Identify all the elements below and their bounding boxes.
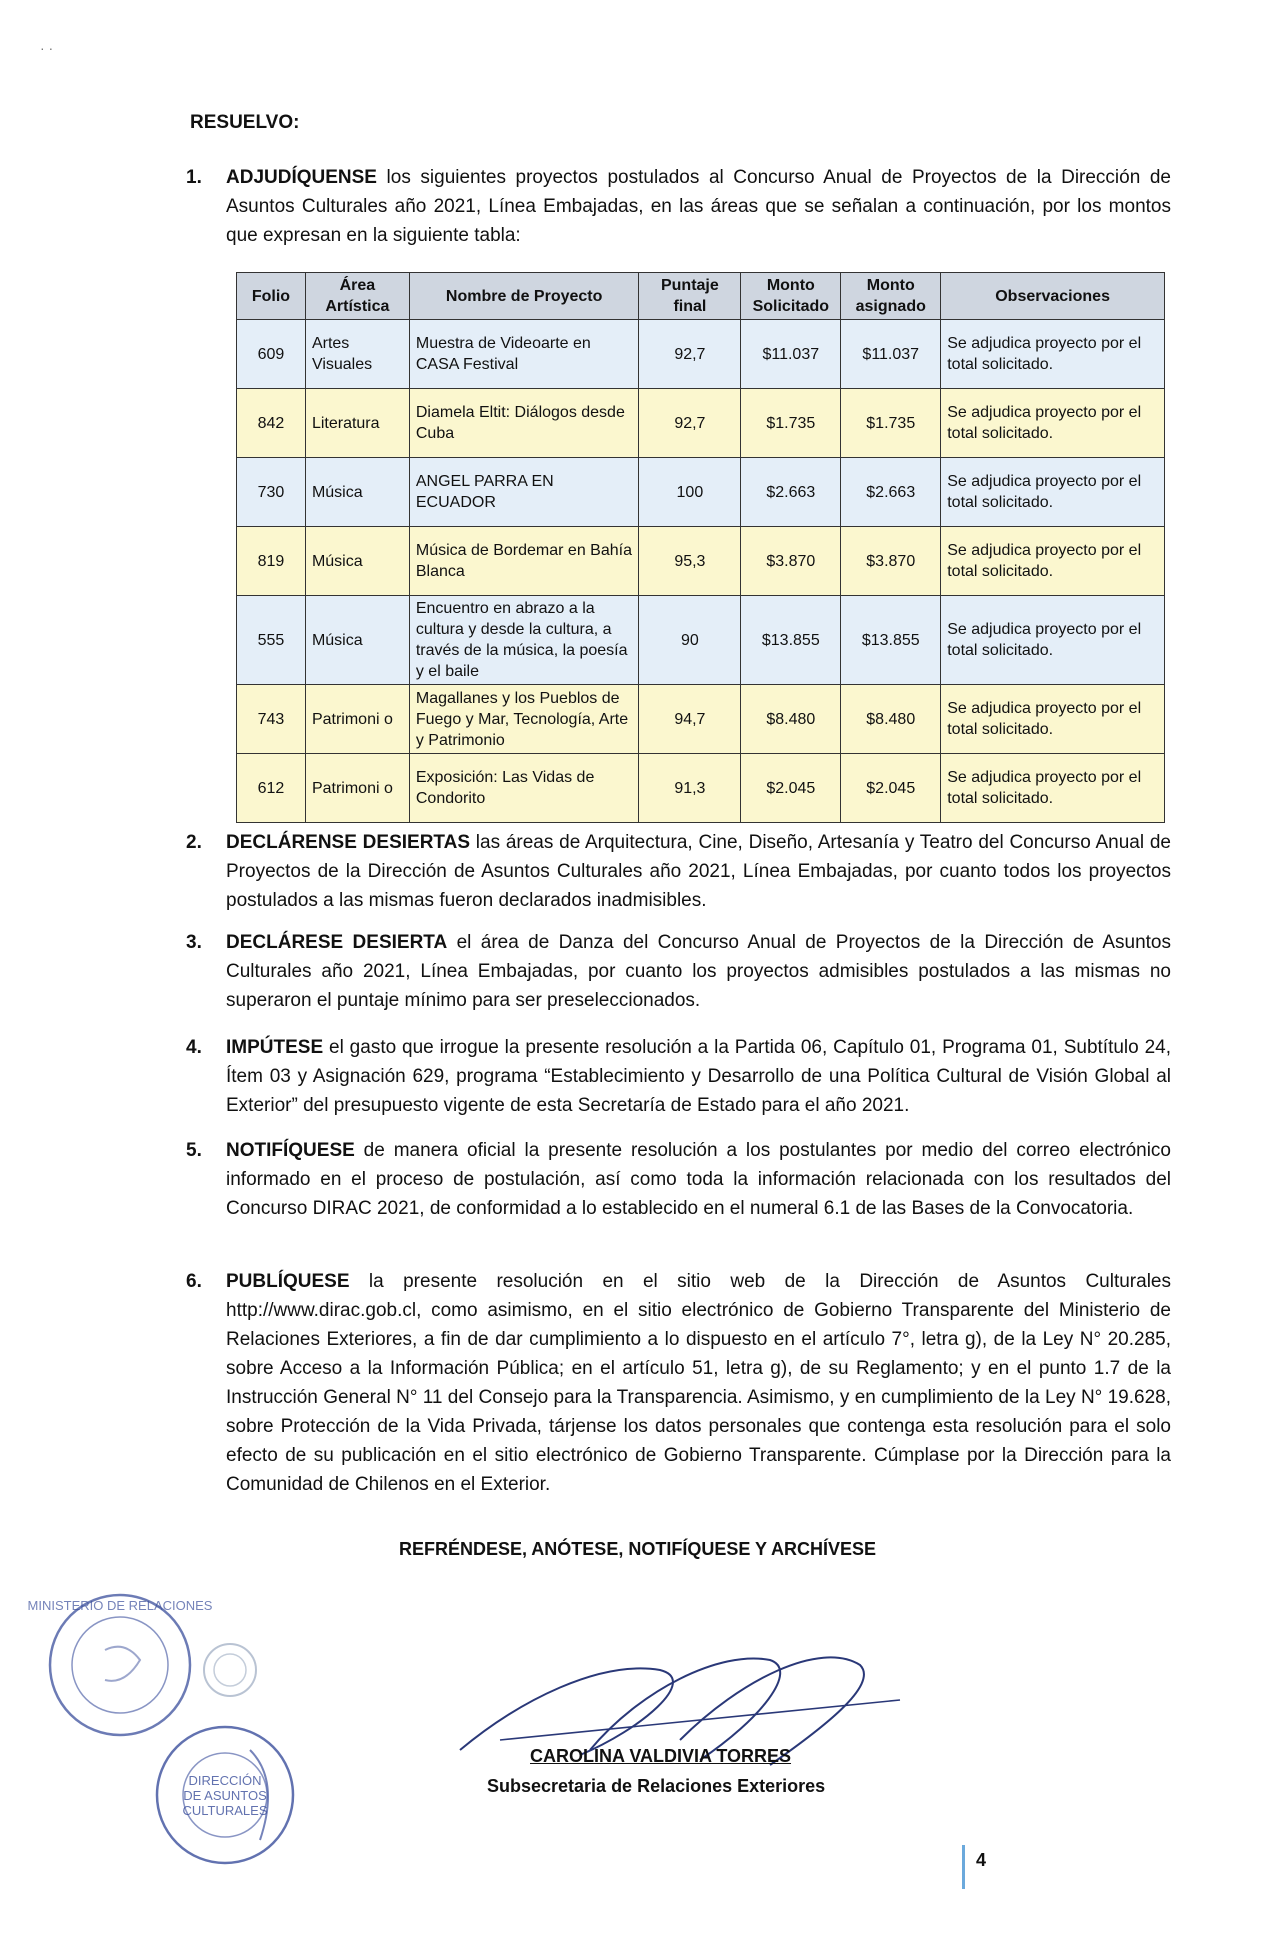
page-number: 4 [976,1850,987,1870]
cell-nombre: Encuentro en abrazo a la cultura y desde la cultura, a través de la música, la poesía y el baile [409,596,639,685]
item-keyword: DECLÁRENSE DESIERTAS [226,832,471,853]
cell-solicitado: $11.037 [741,320,841,389]
culture-direction-seal-stamp [150,1720,300,1870]
cell-asignado: $2.663 [841,458,941,527]
cell-solicitado: $3.870 [741,527,841,596]
resolution-heading: RESUELVO: [190,112,300,133]
cell-puntaje: 95,3 [639,527,741,596]
header-observaciones: Observaciones [941,273,1165,320]
resolution-item-6 [186,1267,1171,1499]
cell-solicitado: $8.480 [741,685,841,754]
cell-folio: 555 [237,596,306,685]
cell-area: Literatura [305,389,409,458]
cell-solicitado: $2.045 [741,754,841,823]
table-row [237,389,1165,458]
cell-nombre: ANGEL PARRA EN ECUADOR [409,458,639,527]
header-monto-asignado: Monto asignado [841,273,941,320]
item-number: 1. [186,167,202,188]
projects-table [236,272,1165,823]
cell-observaciones: Se adjudica proyecto por el total solicitado. [941,527,1165,596]
cell-folio: 730 [237,458,306,527]
cell-observaciones: Se adjudica proyecto por el total solicitado. [941,596,1165,685]
cell-folio: 609 [237,320,306,389]
item-text: las áreas de Arquitectura, Cine, Diseño, Artesanía y Teatro del Concurso Anual de Proyectos de la Dirección de Asuntos Culturales año 2021, Línea Embajadas, por cuanto todos los proyectos postulados a las mismas fueron declarados inadmisibles. [226,832,1171,911]
header-monto-solicitado: Monto Solicitado [741,273,841,320]
item-number: 2. [186,832,202,853]
cell-nombre: Muestra de Videoarte en CASA Festival [409,320,639,389]
table-row [237,754,1165,823]
cell-area: Música [305,596,409,685]
item-keyword: DECLÁRESE DESIERTA [226,932,448,953]
cell-observaciones: Se adjudica proyecto por el total solicitado. [941,389,1165,458]
cell-asignado: $2.045 [841,754,941,823]
table-row [237,685,1165,754]
cell-observaciones: Se adjudica proyecto por el total solicitado. [941,685,1165,754]
header-area: Área Artística [305,273,409,320]
item-keyword: NOTIFÍQUESE [226,1140,355,1161]
cell-asignado: $1.735 [841,389,941,458]
cell-solicitado: $13.855 [741,596,841,685]
resolution-item-3 [186,928,1171,1015]
resolution-item-2 [186,828,1171,915]
ministry-seal-stamp [27,1590,213,1740]
item-number: 4. [186,1037,202,1058]
signer-title: Subsecretaria de Relaciones Exteriores [487,1776,826,1796]
cell-area: Música [305,458,409,527]
table-row [237,458,1165,527]
cell-area: Música [305,527,409,596]
table-row [237,320,1165,389]
cell-asignado: $3.870 [841,527,941,596]
item-keyword: ADJUDÍQUENSE [226,167,377,188]
cell-observaciones: Se adjudica proyecto por el total solicitado. [941,754,1165,823]
header-nombre: Nombre de Proyecto [409,273,639,320]
cell-folio: 842 [237,389,306,458]
cell-nombre: Música de Bordemar en Bahía Blanca [409,527,639,596]
cell-puntaje: 92,7 [639,320,741,389]
item-number: 6. [186,1271,202,1292]
cell-folio: 819 [237,527,306,596]
cell-observaciones: Se adjudica proyecto por el total solicitado. [941,458,1165,527]
item-keyword: PUBLÍQUESE [226,1271,350,1292]
cell-puntaje: 94,7 [639,685,741,754]
cell-observaciones: Se adjudica proyecto por el total solicitado. [941,320,1165,389]
cell-area: Patrimoni o [305,754,409,823]
page-number-bar [962,1845,965,1889]
table-row [237,527,1165,596]
item-text: la presente resolución en el sitio web de la Dirección de Asuntos Culturales http://www.dirac.gob.cl, como asimismo, en el sitio electrónico de Gobierno Transparente del Ministerio de Relaciones Exteriores, a fin de dar cumplimiento a lo dispuesto en el artículo 7°, letra g), de la Ley N° 20.285, sobre Acceso a la Información Pública; en el artículo 51, letra g), de su Reglamento; y en el punto 1.7 de la Instrucción General N° 11 del Consejo para la Transparencia. Asimismo, y en cumplimiento de la Ley N° 19.628, sobre Protección de la Vida Privada, tárjense los datos personales que contenga esta resolución para el solo efecto de su publicación en el sitio electrónico de Gobierno Transparente. Cúmplase por la Dirección para la Comunidad de Chilenos en el Exterior. [226,1271,1171,1495]
cell-puntaje: 90 [639,596,741,685]
cell-asignado: $13.855 [841,596,941,685]
item-text: el área de Danza del Concurso Anual de Proyectos de la Dirección de Asuntos Culturales año 2021, Línea Embajadas, por cuanto los proyectos admisibles postulados a las mismas no superaron el puntaje mínimo para ser preseleccionados. [226,932,1171,1011]
scan-artifact: · · [40,40,54,56]
cell-folio: 612 [237,754,306,823]
svg-text:DIRECCIÓN: DIRECCIÓN [188,1773,262,1788]
table-header-row [237,273,1165,320]
cell-puntaje: 91,3 [639,754,741,823]
cell-folio: 743 [237,685,306,754]
cell-asignado: $11.037 [841,320,941,389]
svg-text:CULTURALES: CULTURALES [182,1803,268,1818]
header-folio: Folio [237,273,306,320]
svg-text:DE ASUNTOS: DE ASUNTOS [183,1788,267,1803]
resolution-item-1 [186,163,1171,250]
gray-seal-stamp [200,1635,260,1705]
closing-formula: REFRÉNDESE, ANÓTESE, NOTIFÍQUESE Y ARCHÍVESE [398,1539,877,1559]
item-number: 3. [186,932,202,953]
item-text: de manera oficial la presente resolución a los postulantes por medio del correo electrónico informado en el proceso de postulación, así como toda la información relacionada con los resultados del Concurso DIRAC 2021, de conformidad a lo establecido en el numeral 6.1 de las Bases de la Convocatoria. [226,1140,1171,1219]
table-row [237,596,1165,685]
cell-area: Patrimoni o [305,685,409,754]
resolution-item-4 [186,1033,1171,1120]
cell-solicitado: $2.663 [741,458,841,527]
header-puntaje: Puntaje final [639,273,741,320]
cell-nombre: Exposición: Las Vidas de Condorito [409,754,639,823]
cell-area: Artes Visuales [305,320,409,389]
cell-nombre: Magallanes y los Pueblos de Fuego y Mar, Tecnología, Arte y Patrimonio [409,685,639,754]
cell-nombre: Diamela Eltit: Diálogos desde Cuba [409,389,639,458]
item-text: los siguientes proyectos postulados al Concurso Anual de Proyectos de la Dirección de Asuntos Culturales año 2021, Línea Embajadas, en las áreas que se señalan a continuación, por los montos que expresan en la siguiente tabla: [226,167,1171,246]
svg-text:MINISTERIO DE RELACIONES: MINISTERIO DE RELACIONES [27,1598,213,1613]
cell-asignado: $8.480 [841,685,941,754]
item-number: 5. [186,1140,202,1161]
resolution-item-5 [186,1136,1171,1223]
item-keyword: IMPÚTESE [226,1037,324,1058]
signer-name: CAROLINA VALDIVIA TORRES [530,1746,792,1766]
item-text: el gasto que irrogue la presente resolución a la Partida 06, Capítulo 01, Programa 01, Subtítulo 24, Ítem 03 y Asignación 629, programa “Establecimiento y Desarrollo de una Política Cultural de Visión Global al Exterior” del presupuesto vigente de esta Secretaría de Estado para el año 2021. [226,1037,1171,1116]
cell-solicitado: $1.735 [741,389,841,458]
cell-puntaje: 92,7 [639,389,741,458]
cell-puntaje: 100 [639,458,741,527]
